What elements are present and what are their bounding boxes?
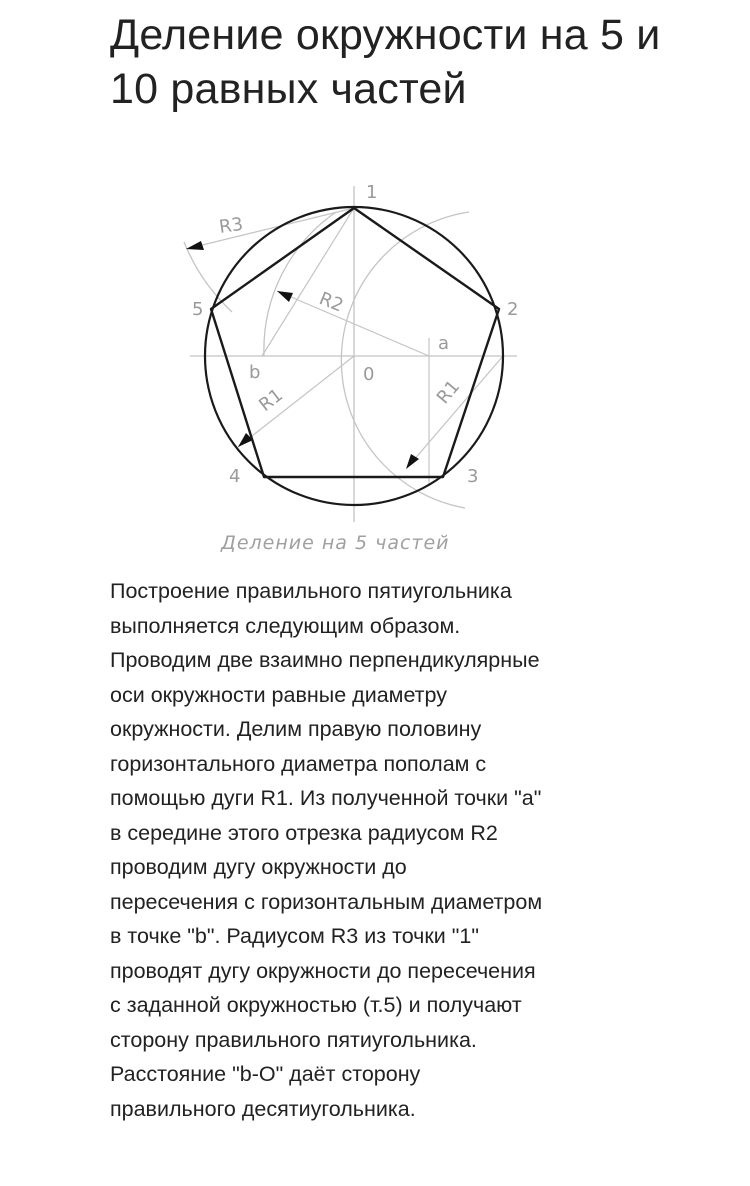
label-point-4: 4 [229,466,241,487]
label-center-0: 0 [363,364,375,385]
dim-r3 [186,208,354,249]
figure-caption: Деление на 5 частей [221,532,450,554]
label-point-2: 2 [507,299,519,320]
pentagon-construction-diagram [0,0,750,570]
label-point-b: b [249,362,261,383]
label-point-3: 3 [467,466,479,487]
arrowhead-r2 [277,291,293,302]
label-point-1: 1 [366,182,378,203]
construction-figure [0,0,750,570]
arc-r1 [341,212,469,508]
label-r1-left: R1 [255,384,287,416]
dim-r1-right [407,356,503,468]
label-point-5: 5 [192,299,204,320]
body-paragraph: Построение правильного пятиугольника выполняется следующим образом. Проводим две взаимно перпендикулярные оси окружности равные диаметру окружности. Делим правую половину горизонтального диаметра пополам с помощью дуги R1. Из полученной точки "a" в середине этого отрезка радиусом R2 проводим дугу окружности до пересечения с горизонтальным диаметром в точке "b". Радиусом R3 из точки "1" проводят дугу окружности до пересечения с заданной окружностью (т.5) и получают сторону правильного пятиугольника. Расстояние "b-O" даёт сторону правильного десятиугольника. [110,579,543,1121]
label-r3: R3 [217,213,245,238]
label-point-a: a [438,333,450,354]
label-r2: R2 [316,288,347,317]
label-r1-right: R1 [432,376,465,409]
arc-r2 [264,212,336,356]
page-title: Деление окружности на 5 и 10 равных частей [110,11,661,113]
arrowhead-r3 [186,241,204,250]
